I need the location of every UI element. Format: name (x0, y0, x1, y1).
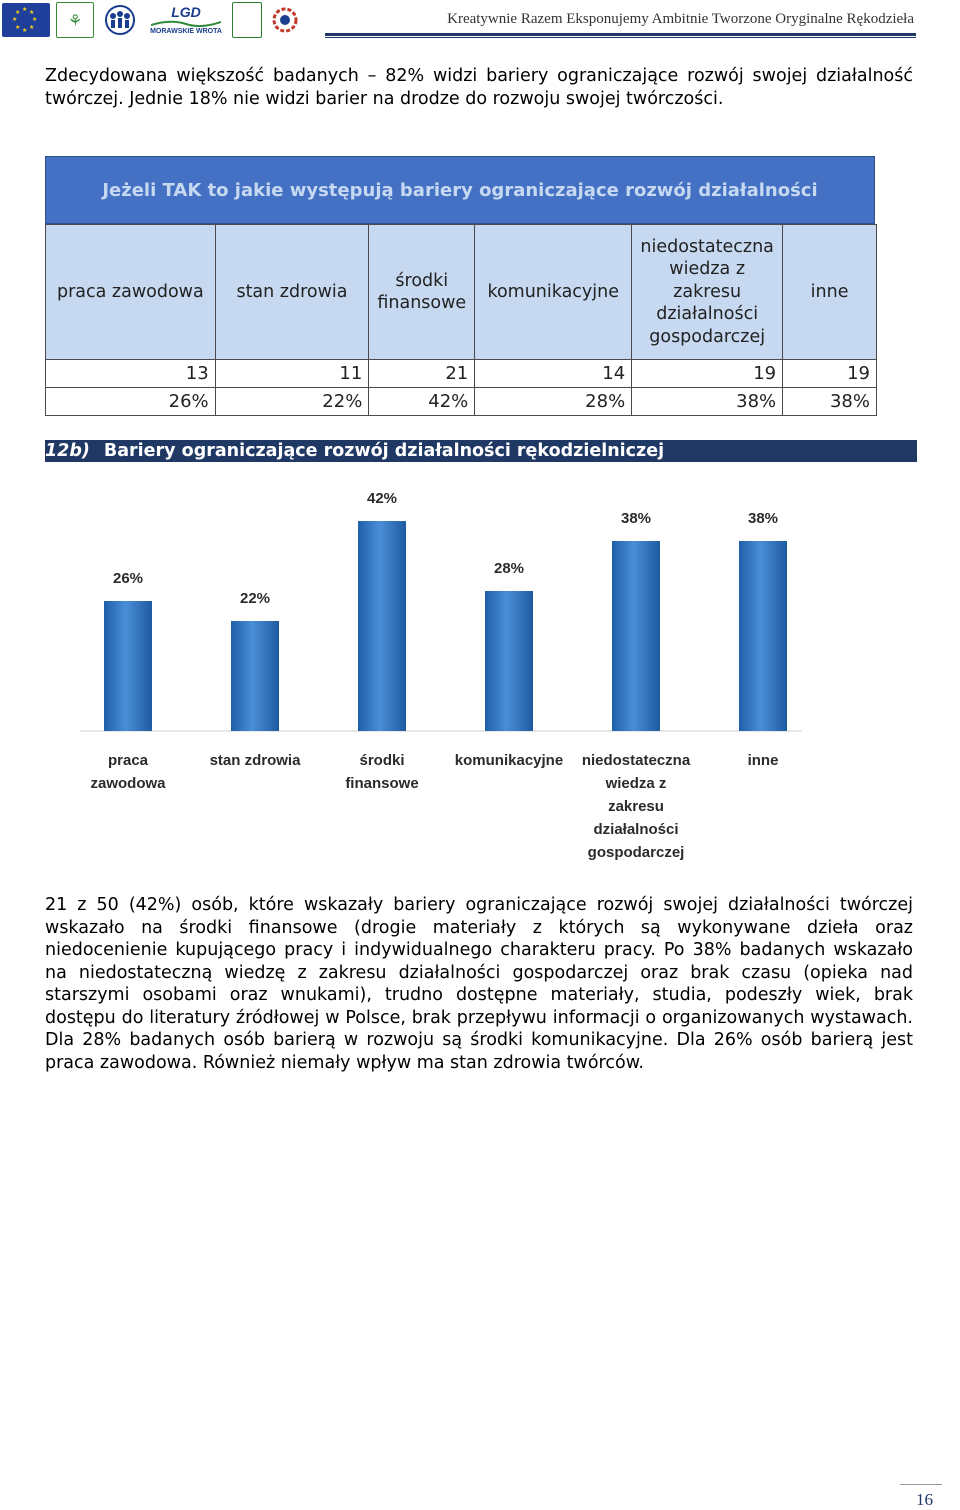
table-cell: 19 (783, 360, 877, 388)
eu-flag-logo: ★ ★ ★ ★ ★ ★ ★ ★ (2, 3, 50, 37)
table-grid (45, 224, 877, 416)
lgd-logo-subtitle: MORAWSKIE WROTA (150, 27, 222, 35)
category-tick-label: niedostateczna (581, 752, 691, 769)
category-tick-label: zawodowa (90, 775, 166, 792)
category-tick-label: zakresu (608, 798, 664, 815)
program-logo (232, 2, 262, 38)
chart-bar (739, 541, 787, 731)
table-cell: 42% (369, 388, 475, 416)
table-header-row (46, 225, 877, 360)
chart-bar (485, 591, 533, 731)
bar-data-label: 22% (239, 590, 271, 607)
column-header: środki finansowe (369, 225, 475, 360)
category-tick-label: gospodarczej (587, 844, 685, 861)
category-tick-label: inne (747, 752, 779, 769)
table-row-counts (46, 360, 877, 388)
category-tick-label: komunikacyjne (454, 752, 564, 769)
chart-bar (358, 521, 406, 731)
column-header: inne (783, 225, 877, 360)
table-cell: 14 (475, 360, 632, 388)
intro-paragraph: Zdecydowana większość badanych – 82% widzi bariery ograniczające rozwój swojej działalność twórczej. Jednie 18% nie widzi barier na drodze do rozwoju swojej twórczości. (45, 66, 913, 109)
chart-bar (231, 621, 279, 731)
table-cell: 19 (632, 360, 783, 388)
category-tick-label: stan zdrowia (209, 752, 301, 769)
leader-logo: ⚘ (56, 2, 94, 38)
category-tick-label: działalności (593, 821, 679, 838)
chart-bar (612, 541, 660, 731)
bar-data-label: 28% (493, 560, 525, 577)
table-row-percents (46, 388, 877, 416)
barriers-bar-chart (80, 475, 820, 885)
category-tick-label: finansowe (345, 775, 419, 792)
running-title: Kreatywnie Razem Eksponujemy Ambitnie Tworzone Oryginalne Rękodzieła (447, 11, 914, 27)
table-cell: 38% (632, 388, 783, 416)
section-number: 12b) (45, 441, 90, 461)
logo-strip (2, 2, 332, 38)
header-rule-thin (325, 37, 916, 38)
bar-data-label: 38% (747, 510, 779, 527)
bar-data-label: 42% (366, 490, 398, 507)
category-tick-label: wiedza z (605, 775, 667, 792)
header-rule (325, 33, 916, 36)
bar-data-label: 26% (112, 570, 144, 587)
column-header: komunikacyjne (475, 225, 632, 360)
category-tick-label: praca (107, 752, 149, 769)
page-header (0, 0, 960, 42)
section-heading (45, 440, 917, 462)
bar-data-label: 38% (620, 510, 652, 527)
lgd-morawskie-wrota-logo (146, 3, 226, 37)
column-header: niedostateczna wiedza z zakresu działalności gospodarczej (632, 225, 783, 360)
lgd-logo-title: LGD (171, 3, 201, 20)
category-tick-label: środki (359, 752, 405, 769)
table-title: Jeżeli TAK to jakie występują bariery ograniczające rozwój działalności (45, 156, 875, 224)
table-cell: 21 (369, 360, 475, 388)
column-header: stan zdrowia (215, 225, 369, 360)
page-number-rule (900, 1484, 942, 1485)
chart-svg (80, 475, 820, 885)
column-header: praca zawodowa (46, 225, 216, 360)
chart-bar (104, 601, 152, 731)
table-cell: 11 (215, 360, 369, 388)
table-cell: 38% (783, 388, 877, 416)
section-title: Bariery ograniczające rozwój działalności rękodzielniczej (103, 441, 665, 461)
summary-paragraph: 21 z 50 (42%) osób, które wskazały bariery ograniczające rozwój swojej działalności twórczej wskazało na środki finansowe (drogie materiały z których są wykonywane dzieła oraz niedocenienie kupującego pracy i indywidualnego charakteru pracy. Po 38% badanych wskazało na niedostateczną wiedzę z zakresu działalności gospodarczej oraz brak czasu (opieka nad starszymi osobami oraz wnukami), trudno dostępne materiały, studia, podeszły wiek, brak dostępu do literatury źródłowej w Polsce, brak przepływu informacji o organizowanych wystawach. Dla 28% badanych osób barierą w rozwoju są środki komunikacyjne. Dla 26% osób barierą jest praca zawodowa. Również niemały wpływ ma stan zdrowia twórców. (45, 895, 913, 1073)
people-circle-logo (100, 3, 140, 37)
table-cell: 28% (475, 388, 632, 416)
table-cell: 13 (46, 360, 216, 388)
table-cell: 22% (215, 388, 369, 416)
ring-logo (268, 3, 302, 37)
small-text-logo (308, 3, 332, 37)
table-cell: 26% (46, 388, 216, 416)
page-number: 16 (916, 1490, 933, 1509)
